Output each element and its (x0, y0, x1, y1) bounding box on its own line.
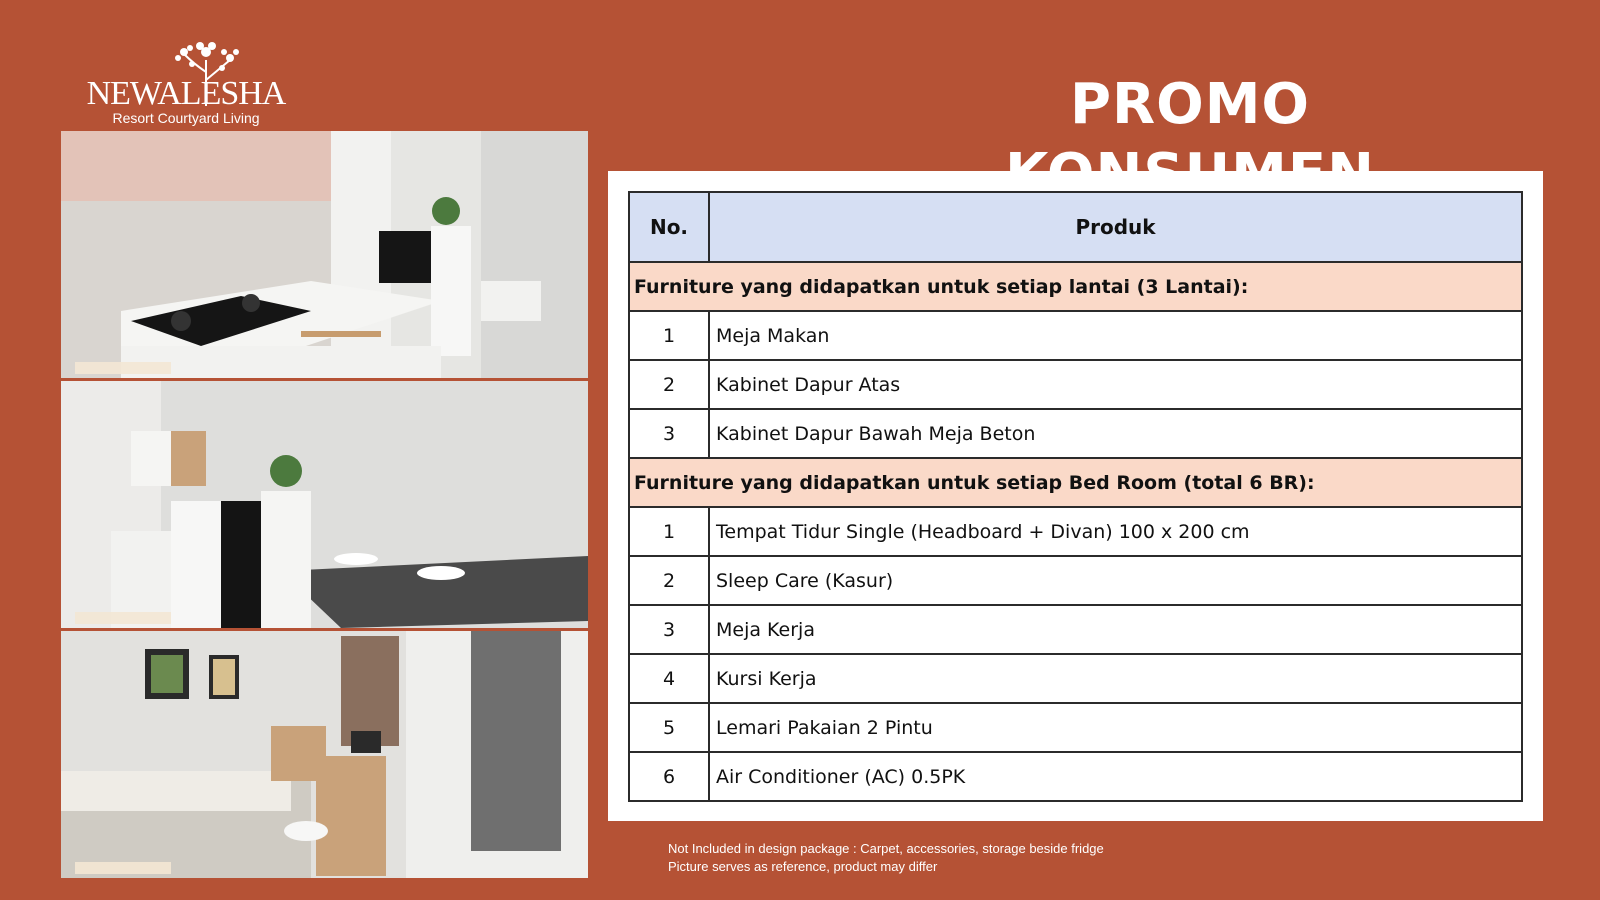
row-number: 6 (629, 752, 709, 801)
row-number: 1 (629, 311, 709, 360)
table-row (629, 507, 1522, 556)
row-product: Meja Kerja (709, 605, 1522, 654)
section-header-bedroom (629, 458, 1522, 507)
row-product: Lemari Pakaian 2 Pintu (709, 703, 1522, 752)
table-row (629, 703, 1522, 752)
promo-table-panel (608, 171, 1543, 821)
photo-column (61, 131, 588, 878)
table-row (629, 360, 1522, 409)
table-row (629, 409, 1522, 458)
page-title: PROMO (1069, 72, 1311, 137)
disclaimer-tag (75, 362, 171, 374)
column-header-product: Produk (709, 192, 1522, 262)
table-header-row (629, 192, 1522, 262)
row-number: 3 (629, 605, 709, 654)
section-title: Furniture yang didapatkan untuk setiap Bed Room (total 6 BR): (629, 458, 1522, 507)
row-number: 3 (629, 409, 709, 458)
row-product: Kabinet Dapur Bawah Meja Beton (709, 409, 1522, 458)
bedroom-photo (61, 631, 588, 878)
row-product: Kabinet Dapur Atas (709, 360, 1522, 409)
table-row (629, 752, 1522, 801)
disclaimer-tag (75, 612, 171, 624)
row-number: 2 (629, 360, 709, 409)
row-number: 1 (629, 507, 709, 556)
row-product: Kursi Kerja (709, 654, 1522, 703)
table-row (629, 654, 1522, 703)
brand-name: NEWALESHA (86, 75, 286, 112)
promo-table (628, 191, 1523, 802)
row-product: Tempat Tidur Single (Headboard + Divan) 100 x 200 cm (709, 507, 1522, 556)
pantry-photo (61, 381, 588, 628)
row-product: Sleep Care (Kasur) (709, 556, 1522, 605)
row-product: Air Conditioner (AC) 0.5PK (709, 752, 1522, 801)
kitchen-photo (61, 131, 588, 378)
row-product: Meja Makan (709, 311, 1522, 360)
row-number: 5 (629, 703, 709, 752)
brand-logo (66, 40, 306, 130)
table-row (629, 556, 1522, 605)
brand-tagline: Resort Courtyard Living (112, 110, 260, 126)
footnote-line-2: Picture serves as reference, product may differ (668, 859, 938, 874)
footnote (668, 840, 1268, 876)
section-title: Furniture yang didapatkan untuk setiap lantai (3 Lantai): (629, 262, 1522, 311)
disclaimer-tag (75, 862, 171, 874)
section-header-floor (629, 262, 1522, 311)
footnote-line-1: Not Included in design package : Carpet, accessories, storage beside fridge (668, 841, 1104, 856)
table-row (629, 605, 1522, 654)
table-row (629, 311, 1522, 360)
row-number: 2 (629, 556, 709, 605)
row-number: 4 (629, 654, 709, 703)
column-header-no: No. (629, 192, 709, 262)
